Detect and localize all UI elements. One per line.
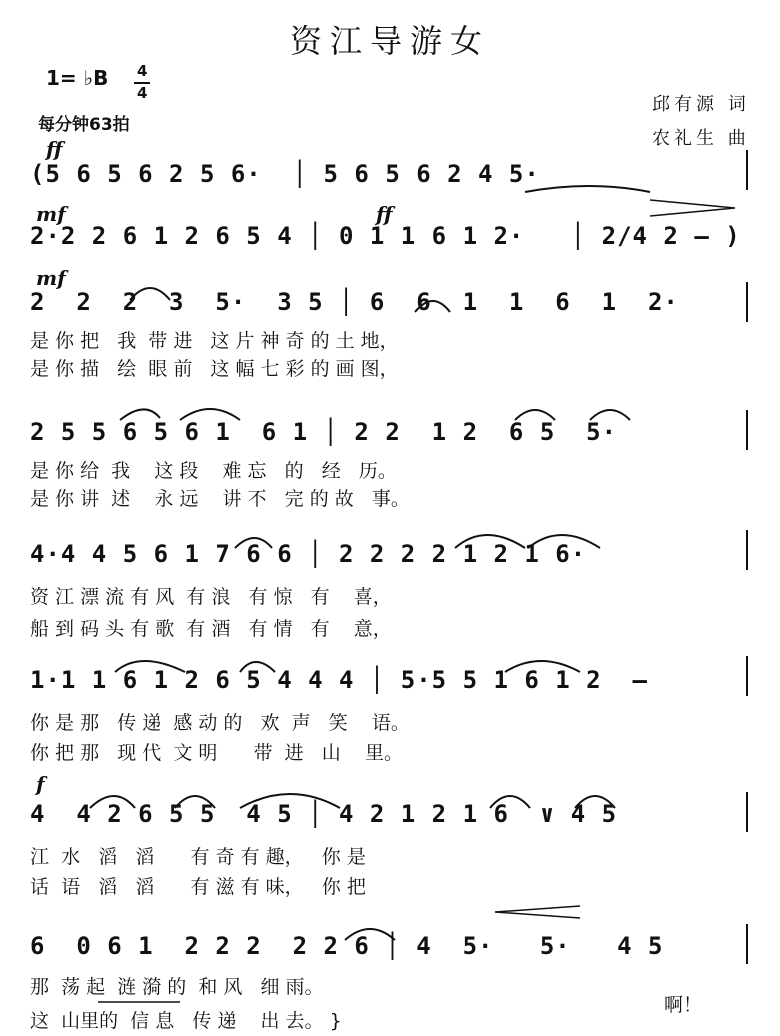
notation-line: 6 0 6 1 2 2 2 2 2 6 │ 4 5· 5· 4 5 (30, 932, 664, 960)
lyric-verse-1: 资 江 漂 流 有 风 有 浪 有 惊 有 喜， (30, 586, 392, 608)
key-signature: 1= ♭B (46, 66, 109, 90)
dynamic-mf: mf (36, 202, 66, 226)
dynamic-f: f (36, 772, 45, 796)
composer-credit: 农礼生 曲 (652, 128, 750, 149)
notation-line: 4·4 4 5 6 1 7 6 6 │ 2 2 2 2 1 2 1 6· (30, 540, 587, 568)
dynamic-ff: ff (376, 202, 393, 226)
ending-exclamation: 啊！ (664, 994, 703, 1016)
time-signature-bottom: 4 (137, 84, 148, 102)
dynamic-mf: mf (36, 266, 66, 290)
song-title: 资江导游女 (289, 22, 490, 60)
lyric-verse-1: 你 是 那 传 递 感 动 的 欢 声 笑 语。 (30, 712, 410, 734)
lyric-verse-2: 是 你 讲 述 永 远 讲 不 完 的 故 事。 (30, 488, 410, 510)
lyric-verse-2: 你 把 那 现 代 文 明 带 进 山 里。 (30, 742, 403, 764)
lyric-verse-1: 是 你 给 我 这 段 难 忘 的 经 历。 (30, 460, 397, 482)
lyric-verse-2: 这 山里的 信 息 传 递 出 去。 } (30, 1010, 342, 1032)
notation-line: 1·1 1 6 1 2 6 5 4 4 4 │ 5·5 5 1 6 1 2 – (30, 666, 648, 694)
notation-line: (5 6 5 6 2 5 6· │ 5 6 5 6 2 4 5· (30, 160, 540, 188)
lyricist-credit: 邱有源 词 (652, 94, 750, 115)
dynamic-ff: ff (46, 137, 63, 161)
time-signature-top: 4 (137, 62, 148, 80)
notation-line: 4 4 2 6 5 5 4 5 │ 4 2 1 2 1 6 ∨ 4 5 (30, 800, 618, 828)
lyric-verse-1: 那 荡 起 涟 漪 的 和 风 细 雨。 (30, 976, 324, 998)
lyric-verse-2: 话 语 滔 滔 有 滋 有 味， 你 把 (30, 876, 366, 898)
notation-line: 2 5 5 6 5 6 1 6 1 │ 2 2 1 2 6 5 5· (30, 418, 618, 446)
notation-line: 2 2 2 3 5· 3 5 │ 6 6 1 1 6 1 2· (30, 288, 679, 316)
tempo-marking: 每分钟63拍 (38, 115, 130, 135)
lyric-verse-1: 是 你 把 我 带 进 这 片 神 奇 的 土 地， (30, 330, 399, 352)
lyric-verse-1: 江 水 滔 滔 有 奇 有 趣， 你 是 (30, 846, 366, 868)
notation-line: 2·2 2 6 1 2 6 5 4 │ 0 1 1 6 1 2· │ 2/4 2 – ) (30, 222, 741, 250)
lyric-verse-2: 是 你 描 绘 眼 前 这 幅 七 彩 的 画 图， (30, 358, 399, 380)
lyric-verse-2: 船 到 码 头 有 歌 有 酒 有 情 有 意， (30, 618, 392, 640)
